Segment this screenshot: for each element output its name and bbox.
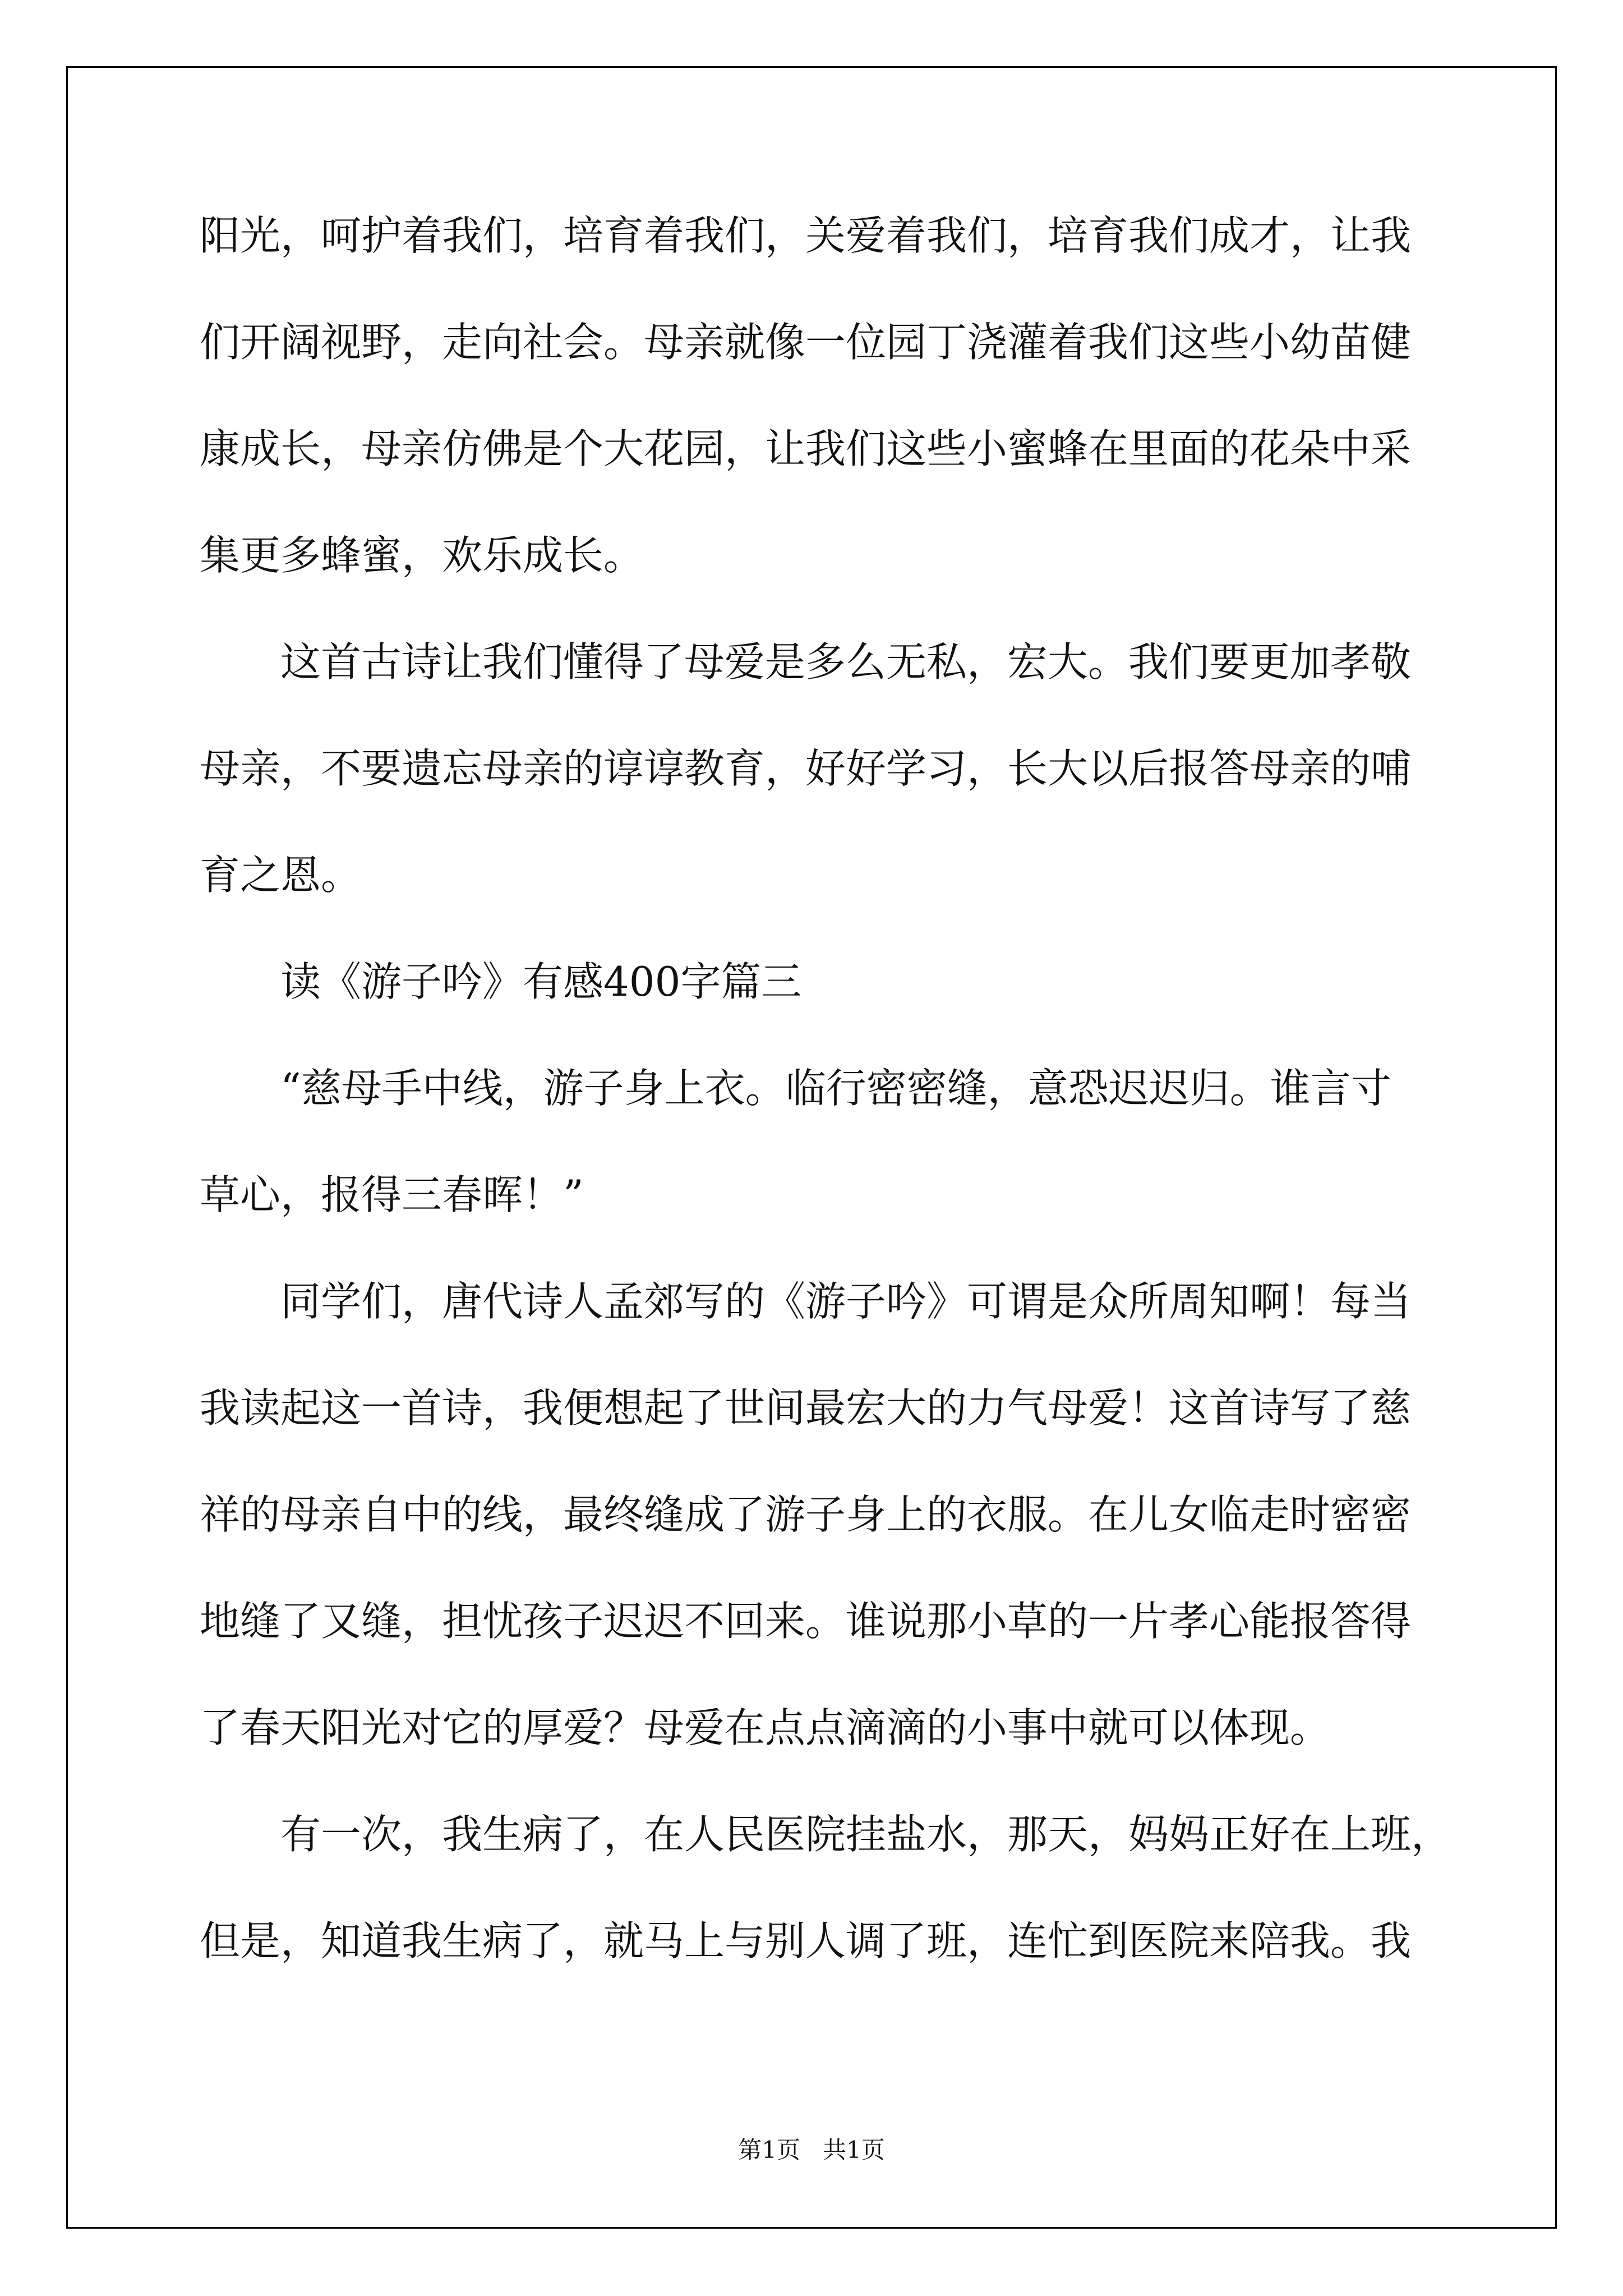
- text-line: 了春天阳光对它的厚爱？母爱在点点滴滴的小事中就可以体现。: [200, 1704, 1331, 1751]
- poem-quote-line: “慈母手中线，游子身上衣。临行密密缝，意恐迟迟归。谁言寸: [280, 1065, 1391, 1112]
- paragraph-start-line: 同学们，唐代诗人孟郊写的《游子吟》可谓是众所周知啊！每当: [280, 1278, 1412, 1325]
- text-line: 康成长，母亲仿佛是个大花园，让我们这些小蜜蜂在里面的花朵中采: [200, 425, 1412, 472]
- paragraph-start-line: 有一次，我生病了，在人民医院挂盐水，那天，妈妈正好在上班，: [280, 1811, 1452, 1858]
- poem-quote-line: 草心，报得三春晖！”: [200, 1171, 584, 1218]
- page-number-footer: 第1页 共1页: [738, 2136, 885, 2164]
- text-line: 阳光，呵护着我们，培育着我们，关爱着我们，培育我们成才，让我: [200, 212, 1412, 259]
- text-line: 但是，知道我生病了，就马上与别人调了班，连忙到医院来陪我。我: [200, 1917, 1412, 1964]
- text-line: 地缝了又缝，担忧孩子迟迟不回来。谁说那小草的一片孝心能报答得: [200, 1598, 1412, 1645]
- page-border: [66, 66, 1557, 2229]
- text-line: 我读起这一首诗，我便想起了世间最宏大的力气母爱！这首诗写了慈: [200, 1384, 1412, 1432]
- section-heading: 读《游子吟》有感400字篇三: [280, 958, 802, 1005]
- text-line: 育之恩。: [200, 852, 362, 899]
- text-line: 们开阔视野，走向社会。母亲就像一位园丁浇灌着我们这些小幼苗健: [200, 319, 1412, 366]
- paragraph-start-line: 这首古诗让我们懂得了母爱是多么无私，宏大。我们要更加孝敬: [280, 638, 1412, 685]
- text-line: 集更多蜂蜜，欢乐成长。: [200, 532, 644, 579]
- text-line: 祥的母亲自中的线，最终缝成了游子身上的衣服。在儿女临走时密密: [200, 1491, 1412, 1538]
- text-line: 母亲，不要遗忘母亲的谆谆教育，好好学习，长大以后报答母亲的哺: [200, 745, 1412, 792]
